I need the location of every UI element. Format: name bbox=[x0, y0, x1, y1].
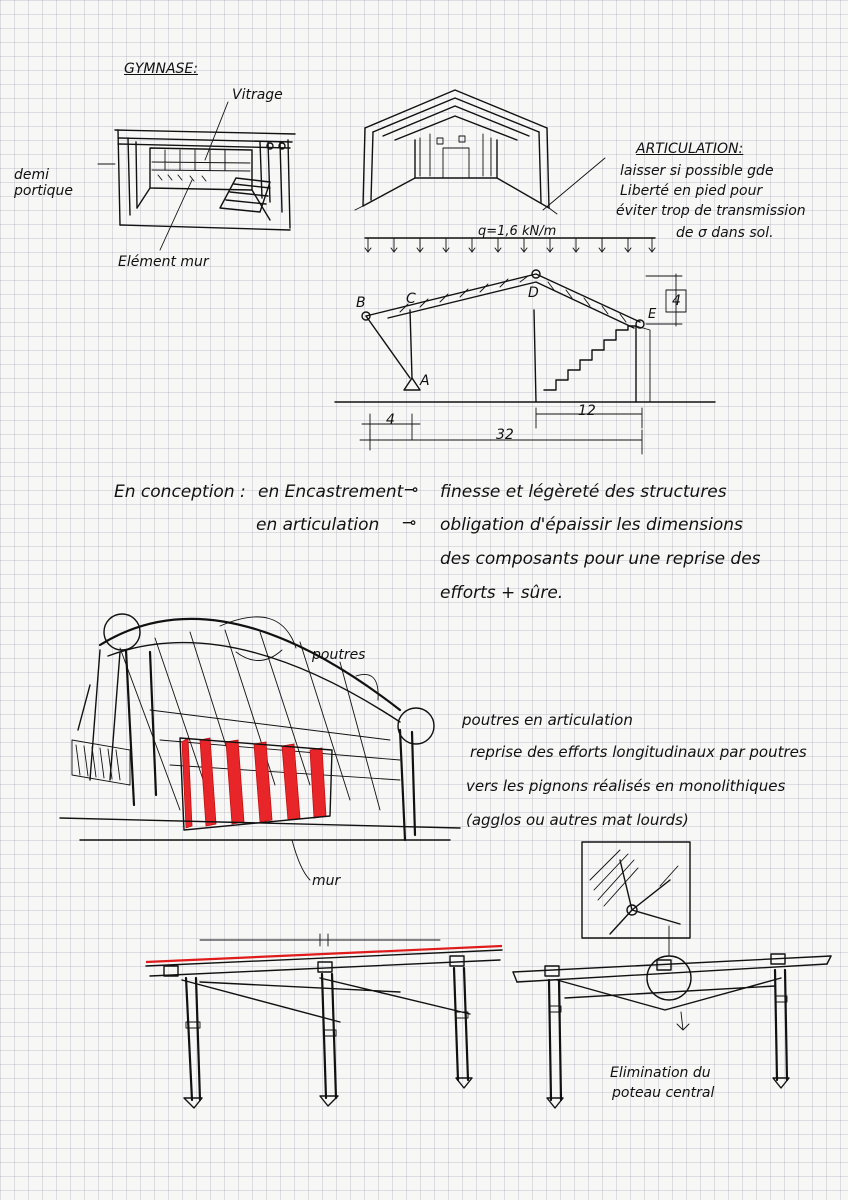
conception-row2-right: obligation d'épaissir les dimensions bbox=[440, 515, 743, 535]
articulation-line-1: laisser si possible gde bbox=[620, 163, 774, 179]
page-title: GYMNASE: bbox=[124, 61, 198, 77]
articulation-line-4: de σ dans sol. bbox=[676, 225, 774, 241]
dim-12: 12 bbox=[578, 403, 596, 419]
elimination-line-1: Elimination du bbox=[610, 1065, 711, 1081]
portal-frame-sketch bbox=[355, 88, 555, 218]
label-poutres: poutres bbox=[312, 647, 366, 663]
label-mur: mur bbox=[312, 873, 341, 889]
label-element-mur: Elément mur bbox=[118, 254, 209, 270]
arrow-icon: ⊸ bbox=[402, 513, 417, 533]
dim-4-horizontal: 4 bbox=[386, 412, 395, 428]
hall-perspective-sketch bbox=[60, 590, 470, 850]
dim-4-vertical: 4 bbox=[672, 293, 681, 309]
point-label-d: D bbox=[528, 285, 539, 301]
sketch2-note-2: reprise des efforts longitudinaux par poutres bbox=[470, 743, 807, 761]
sketch2-note-3: vers les pignons réalisés en monolithiques bbox=[466, 777, 786, 795]
conception-row1-right: finesse et légèreté des structures bbox=[440, 482, 727, 502]
load-label: q=1,6 kN/m bbox=[478, 224, 557, 239]
dim-32: 32 bbox=[496, 427, 514, 443]
gymnase-interior-sketch bbox=[110, 120, 300, 235]
arrow-icon: ⊸ bbox=[404, 480, 419, 500]
label-vitrage: Vitrage bbox=[232, 87, 283, 103]
frame-elevation-left bbox=[140, 930, 510, 1120]
point-label-a: A bbox=[420, 373, 430, 389]
sketch2-note-4: (agglos ou autres mat lourds) bbox=[466, 811, 689, 829]
conception-row2-left: en articulation bbox=[256, 515, 380, 535]
joint-detail-sketch bbox=[580, 840, 692, 940]
point-label-b: B bbox=[356, 295, 366, 311]
conception-row1-left: en Encastrement bbox=[258, 482, 404, 502]
conception-row3: des composants pour une reprise des bbox=[440, 549, 761, 569]
conception-row4: efforts + sûre. bbox=[440, 583, 564, 603]
label-portique: portique bbox=[14, 183, 73, 199]
label-demi: demi bbox=[14, 167, 50, 183]
point-label-e: E bbox=[648, 307, 657, 322]
conception-prefix: En conception : bbox=[114, 482, 246, 502]
point-label-c: C bbox=[406, 291, 416, 307]
articulation-title: ARTICULATION: bbox=[636, 141, 744, 157]
articulation-line-3: éviter trop de transmission bbox=[616, 203, 806, 219]
elimination-line-2: poteau central bbox=[612, 1085, 715, 1101]
sketch2-note-1: poutres en articulation bbox=[462, 711, 633, 729]
articulation-line-2: Liberté en pied pour bbox=[620, 183, 763, 199]
